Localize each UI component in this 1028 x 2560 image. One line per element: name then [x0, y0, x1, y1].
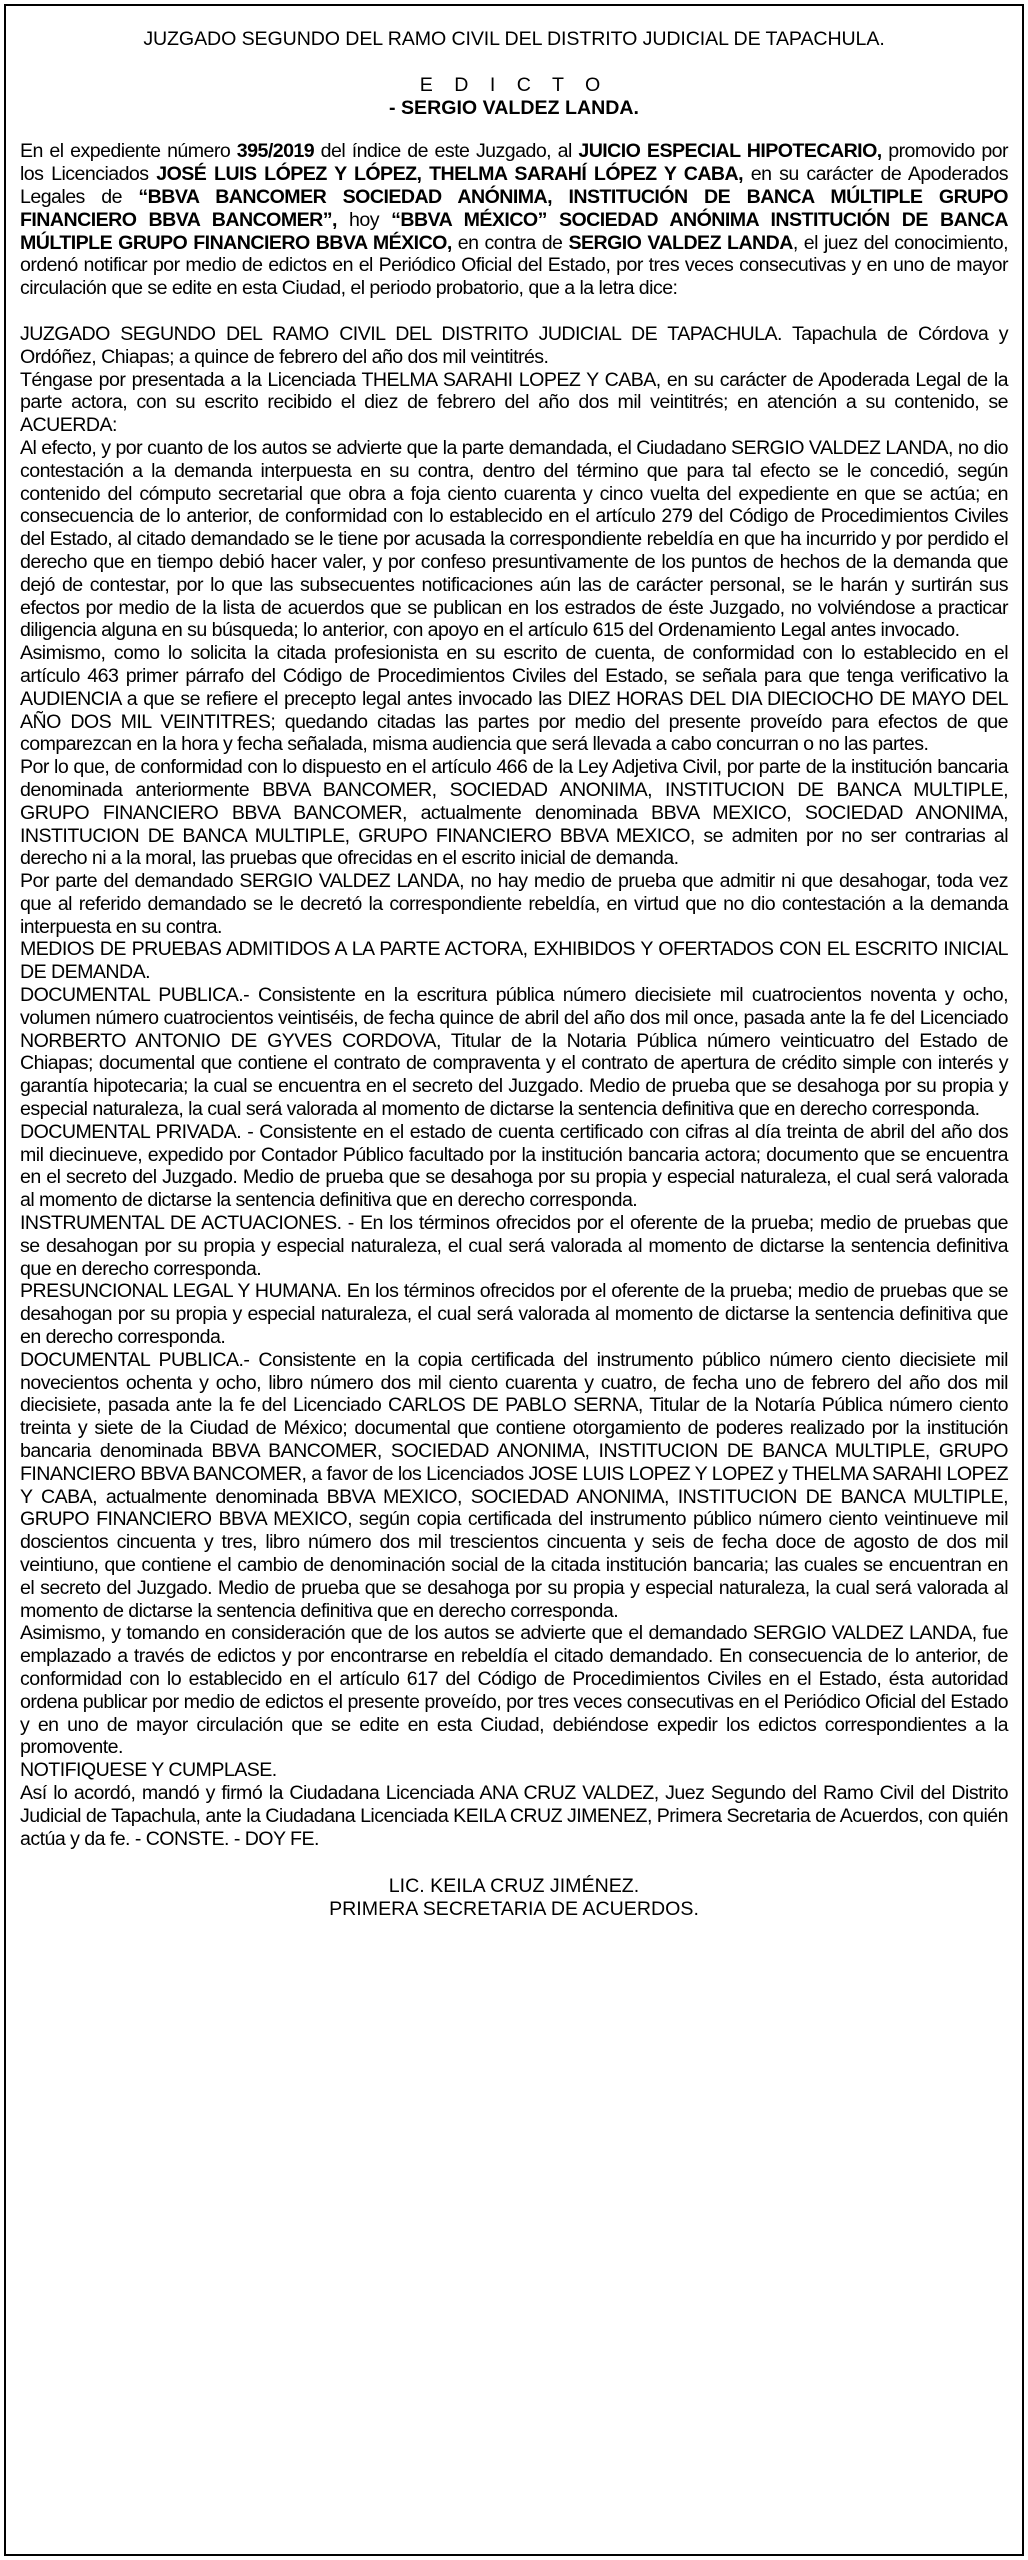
body-paragraph: Por parte del demandado SERGIO VALDEZ LANDA, no hay medio de prueba que admitir ni que desahogar, toda vez que al referido demandado se le decretó la correspondiente rebeldía, en virtud que no dio contestación a la demanda interpuesta en su contra.: [20, 870, 1008, 938]
body-paragraph: DOCUMENTAL PUBLICA.- Consistente en la escritura pública número diecisiete mil cuatrocientos noventa y ocho, volumen número cuatrocientos veintiséis, de fecha quince de abril del año dos mil once, pasada ante la fe del Licenciado NORBERTO ANTONIO DE GYVES CORDOVA, Titular de la Notaria Pública número veinticuatro del Estado de Chiapas; documental que contiene el contrato de compraventa y el contrato de apertura de crédito simple con interés y garantía hipotecaria; la cual se encuentra en el secreto del Juzgado. Medio de prueba que se desahoga por su propia y especial naturaleza, la cual será valorada al momento de dictarse la sentencia definitiva que en derecho corresponda.: [20, 984, 1008, 1121]
intro-paragraph: [20, 140, 1008, 300]
trial-type: JUICIO ESPECIAL HIPOTECARIO,: [578, 140, 882, 163]
intro-text: promovido por los Licenciados: [20, 140, 1008, 186]
body-paragraph: Al efecto, y por cuanto de los autos se advierte que la parte demandada, el Ciudadano SERGIO VALDEZ LANDA, no dio contestación a la demanda interpuesta en su contra, dentro del término que para tal efecto se le concedió, según contenido del cómputo secretarial que obra a foja ciento cuarenta y cinco vuelta del expediente en que se actúa; en consecuencia de lo anterior, de conformidad con lo establecido en el artículo 279 del Código de Procedimientos Civiles del Estado, al citado demandado se le tiene por acusada la correspondiente rebeldía en que ha incurrido y por perdido el derecho que en tiempo debió hacer valer, y por confeso presuntivamente de los puntos de hechos de la demanda que dejó de contestar, por lo que las subsecuentes notificaciones aún las de carácter personal, se le harán y surtirán sus efectos por medio de la lista de acuerdos que se publican en los estrados de éste Juzgado, no volviéndose a practicar diligencia alguna en su búsqueda; lo anterior, con apoyo en el artículo 615 del Ordenamiento Legal antes invocado.: [20, 436, 1008, 642]
body-paragraph: DOCUMENTAL PRIVADA. - Consistente en el estado de cuenta certificado con cifras al día treinta de abril del año dos mil diecinueve, expedido por Contador Público facultado por la institución bancaria actora; documento que se encuentra en el secreto del Juzgado. Medio de prueba que se desahoga por su propia y especial naturaleza, el cual será valorada al momento de dictarse la sentencia definitiva que en derecho corresponda.: [20, 1120, 1008, 1212]
intro-text: en su carácter de Apoderados Legales de: [20, 163, 1008, 208]
intro-text: , el juez del conocimiento, ordenó notificar por medio de edictos en el Periódico Oficial del Estado, por tres veces consecutivas y en uno de mayor circulación que se edite en esta Ciudad, el periodo probatorio, que a la letra dice:: [20, 231, 1009, 300]
signer-name: LIC. KEILA CRUZ JIMÉNEZ.: [388, 1875, 640, 1898]
edict-content: [20, 28, 1008, 1921]
body-paragraph: JUZGADO SEGUNDO DEL RAMO CIVIL DEL DISTRITO JUDICIAL DE TAPACHULA. Tapachula de Córdova y Ordóñez, Chiapas; a quince de febrero del año dos mil veintitrés.: [20, 322, 1008, 368]
intro-text: en contra de: [451, 231, 569, 254]
bank-current-name: “BBVA MÉXICO” SOCIEDAD ANÓNIMA INSTITUCIÓN DE BANCA MÚLTIPLE GRUPO FINANCIERO BBVA MÉXICO,: [20, 208, 1009, 254]
intro-text: hoy: [336, 208, 392, 231]
case-number: 395/2019: [236, 140, 315, 163]
intro-text: del índice de este Juzgado, al: [314, 140, 579, 163]
body-paragraph: NOTIFIQUESE Y CUMPLASE.: [20, 1759, 277, 1782]
court-header: JUZGADO SEGUNDO DEL RAMO CIVIL DEL DISTRITO JUDICIAL DE TAPACHULA.: [143, 28, 885, 50]
body-paragraph: Asimismo, y tomando en consideración que de los autos se advierte que el demandado SERGIO VALDEZ LANDA, fue emplazado a través de edictos y por encontrarse en rebeldía el citado demandado. En consecuencia de lo anterior, de conformidad con lo establecido en el artículo 617 del Código de Procedimientos Civiles en el Estado, ésta autoridad ordena publicar por medio de edictos el presente proveído, por tres veces consecutivas en el Periódico Oficial del Estado y en uno de mayor circulación que se edite en esta Ciudad, debiéndose expedir los edictos correspondientes a la promovente.: [20, 1622, 1008, 1759]
body-paragraph: DOCUMENTAL PUBLICA.- Consistente en la copia certificada del instrumento público número ciento diecisiete mil novecientos ochenta y ocho, libro número dos mil ciento cuarenta y cuatro, de fecha uno de febrero del año dos mil diecisiete, pasada ante la fe del Licenciado CARLOS DE PABLO SERNA, Titular de la Notaría Pública número ciento treinta y siete de la Ciudad de México; documental que contiene otorgamiento de poderes realizado por la institución bancaria denominada BBVA BANCOMER, SOCIEDAD ANONIMA, INSTITUCION DE BANCA MULTIPLE, GRUPO FINANCIERO BBVA BANCOMER, a favor de los Licenciados JOSE LUIS LOPEZ Y LOPEZ y THELMA SARAHI LOPEZ Y CABA, actualmente denominada BBVA MEXICO, SOCIEDAD ANONIMA, INSTITUCION DE BANCA MULTIPLE, GRUPO FINANCIERO BBVA MEXICO, según copia certificada del instrumento público número ciento veintinueve mil doscientos cincuenta y tres, libro número dos mil trescientos cincuenta y seis de fecha doce de agosto de dos mil veintiuno, que contiene el cambio de denominación social de la citada institución bancaria; las cuales se encuentran en el secreto del Juzgado. Medio de prueba que se desahoga por su propia y especial naturaleza, la cual será valorada al momento de dictarse la sentencia definitiva que en derecho corresponda.: [20, 1348, 1008, 1622]
body-paragraph: Téngase por presentada a la Licenciada THELMA SARAHI LOPEZ Y CABA, en su carácter de Apoderada Legal de la parte actora, con su escrito recibido el diez de febrero del año dos mil veintitrés; en atención a su contenido, se ACUERDA:: [20, 368, 1008, 437]
section-heading: MEDIOS DE PRUEBAS ADMITIDOS A LA PARTE ACTORA, EXHIBIDOS Y OFERTADOS CON EL ESCRITO INICIAL DE DEMANDA.: [20, 938, 1008, 984]
body-paragraph: Por lo que, de conformidad con lo dispuesto en el artículo 466 de la Ley Adjetiva Civil, por parte de la institución bancaria denominada anteriormente BBVA BANCOMER, SOCIEDAD ANONIMA, INSTITUCION DE BANCA MULTIPLE, GRUPO FINANCIERO BBVA BANCOMER, actualmente denominada BBVA MEXICO, SOCIEDAD ANONIMA, INSTITUCION DE BANCA MULTIPLE, GRUPO FINANCIERO BBVA MEXICO, se admiten por no ser contrarias al derecho ni a la moral, las pruebas que ofrecidas en el escrito inicial de demanda.: [20, 756, 1008, 870]
attorneys: JOSÉ LUIS LÓPEZ Y LÓPEZ, THELMA SARAHÍ LÓPEZ Y CABA,: [156, 163, 744, 186]
signer-role: PRIMERA SECRETARIA DE ACUERDOS.: [329, 1898, 699, 1921]
intro-text: En el expediente número: [20, 140, 237, 163]
body-paragraph: INSTRUMENTAL DE ACTUACIONES. - En los términos ofrecidos por el oferente de la prueba; medio de pruebas que se desahogan por su propia y especial naturaleza, el cual será valorada al momento de dictarse la sentencia definitiva que en derecho corresponda.: [20, 1212, 1008, 1280]
bank-former-name: “BBVA BANCOMER SOCIEDAD ANÓNIMA, INSTITUCIÓN DE BANCA MÚLTIPLE GRUPO FINANCIERO BBVA BANCOMER”,: [20, 185, 1008, 231]
addressee: - SERGIO VALDEZ LANDA.: [388, 96, 639, 119]
body-paragraph: Así lo acordó, mandó y firmó la Ciudadana Licenciada ANA CRUZ VALDEZ, Juez Segundo del Ramo Civil del Distrito Judicial de Tapachula, ante la Ciudadana Licenciada KEILA CRUZ JIMENEZ, Primera Secretaria de Acuerdos, con quién actúa y da fe. - CONSTE. - DOY FE.: [20, 1781, 1008, 1850]
defendant-name: SERGIO VALDEZ LANDA: [568, 231, 793, 254]
body-paragraph: Asimismo, como lo solicita la citada profesionista en su escrito de cuenta, de conformidad con lo establecido en el artículo 463 primer párrafo del Código de Procedimientos Civiles del Estado, se señala para que tenga verificativo la AUDIENCIA a que se refiere el precepto legal antes invocado las DIEZ HORAS DEL DIA DIECIOCHO DE MAYO DEL AÑO DOS MIL VEINTITRES; quedando citadas las partes por medio del presente proveído para efectos de que comparezcan en la hora y fecha señalada, misma audiencia que será llevada a cabo concurran o no las partes.: [20, 642, 1008, 756]
edict-frame: [4, 4, 1024, 2556]
body-paragraph: PRESUNCIONAL LEGAL Y HUMANA. En los términos ofrecidos por el oferente de la prueba; medio de pruebas que se desahogan por su propia y especial naturaleza, el cual será valorada al momento de dictarse la sentencia definitiva que en derecho corresponda.: [20, 1280, 1008, 1349]
document-title: E D I C T O: [419, 73, 609, 96]
signature-block: [20, 1875, 1008, 1921]
